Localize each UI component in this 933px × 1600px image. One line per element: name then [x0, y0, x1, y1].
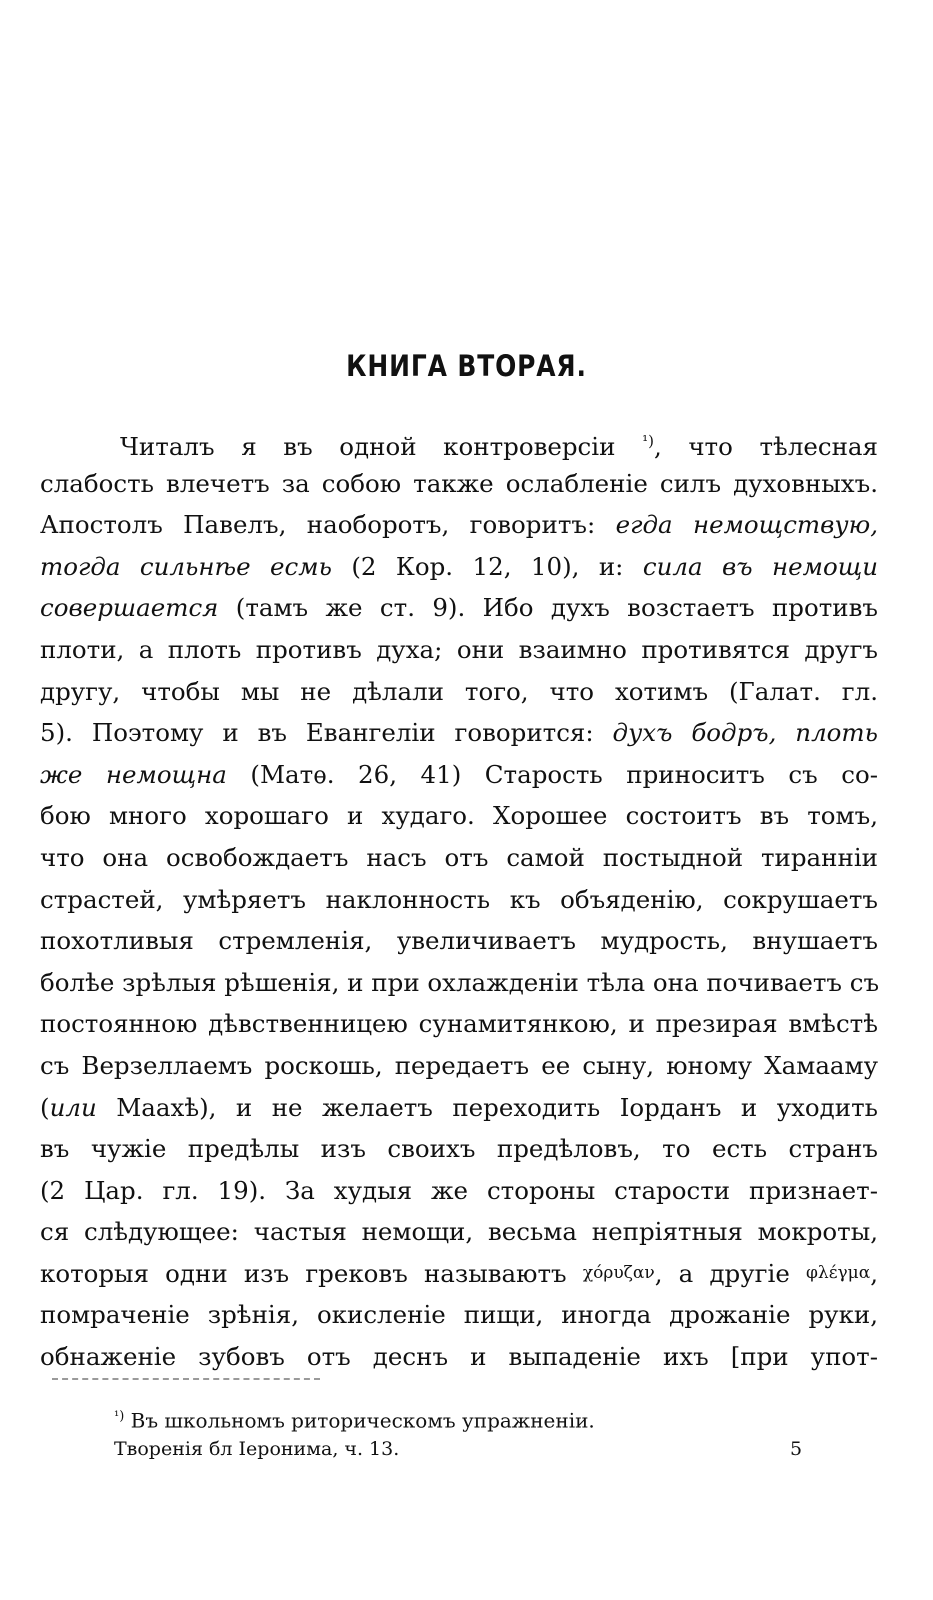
footnote-marker: ¹): [114, 1409, 125, 1424]
text-run: 5). Поэтому и въ Евангеліи говорится:: [40, 718, 613, 748]
text-line: [40, 546, 878, 588]
text-line: [40, 795, 878, 837]
text-line: [40, 879, 878, 921]
italic-quote: совершается: [40, 593, 219, 623]
italic-quote: егда немощствую,: [615, 510, 878, 540]
text-line: [40, 463, 878, 505]
text-line: [40, 837, 878, 879]
text-run: помраченіе зрѣнія, окисленіе пищи, иногда дрожаніе руки,: [40, 1300, 878, 1330]
text-line: [40, 671, 878, 713]
text-run: въ чужіе предѣлы изъ своихъ предѣловъ, то есть странъ: [40, 1134, 878, 1164]
italic-quote: сила въ немощи: [642, 551, 879, 581]
italic-quote: тогда сильнѣе есмь: [40, 551, 332, 581]
text-line: [40, 1087, 878, 1129]
italic-quote: духъ бодръ, плоть: [612, 718, 878, 748]
text-line: [40, 1045, 878, 1087]
text-line: [40, 1128, 878, 1170]
text-run: , что тѣлесная: [653, 432, 878, 462]
text-run: (: [40, 1092, 50, 1122]
text-line: [40, 421, 878, 463]
italic-quote: или: [49, 1092, 97, 1122]
text-line: [40, 1170, 878, 1212]
text-line: [40, 1294, 878, 1336]
footnote-separator: [52, 1378, 320, 1380]
text-line: [40, 1003, 878, 1045]
text-line: [40, 920, 878, 962]
italic-quote: же немощна: [40, 759, 227, 789]
text-line: [40, 1336, 878, 1378]
text-line: [40, 629, 878, 671]
text-run: Читалъ я въ одной контроверсіи: [120, 432, 643, 462]
text-run: (Матѳ. 26, 41) Старость приноситъ съ со-: [226, 759, 879, 789]
text-run: постоянною дѣвственницею сунамитянкою, и презирая вмѣстѣ: [40, 1009, 878, 1039]
text-line: [40, 504, 878, 546]
text-run: похотливыя стремленія, увеличиваетъ мудрость, внушаетъ: [40, 926, 878, 956]
text-run: (тамъ же ст. 9). Ибо духъ возстаетъ противъ: [218, 593, 878, 623]
text-run: съ Верзеллаемъ роскошь, передаетъ ее сыну, юному Хамааму: [40, 1050, 878, 1080]
text-line: [40, 962, 878, 1004]
text-run: ся слѣдующее: частыя немощи, весьма непріятныя мокроты,: [40, 1217, 878, 1247]
text-line: [40, 712, 878, 754]
text-line: [40, 1253, 878, 1295]
footnote-text: Въ школьномъ риторическомъ упражненіи.: [124, 1408, 595, 1433]
footnote: [114, 1404, 595, 1434]
text-run: Апостолъ Павелъ, наоборотъ, говоритъ:: [40, 510, 616, 540]
chapter-heading: КНИГА ВТОРАЯ.: [346, 349, 587, 383]
text-run: болѣе зрѣлыя рѣшенія, и при охлажденіи тѣла она почиваетъ съ: [40, 967, 880, 997]
text-run: бою много хорошаго и худаго. Хорошее состоитъ въ томъ,: [40, 801, 878, 831]
text-run: (2 Кор. 12, 10), и:: [331, 551, 643, 581]
text-run: ,: [870, 1258, 878, 1288]
text-line: [40, 754, 878, 796]
text-run: (2 Цар. гл. 19). За худыя же стороны старости признает-: [40, 1175, 878, 1205]
footnote-reference: ¹): [642, 432, 654, 450]
text-run: другу, чтобы мы не дѣлали того, что хотимъ (Галат. гл.: [40, 676, 878, 706]
greek-term: φλέγμα: [806, 1262, 871, 1283]
text-run: слабость влечетъ за собою также ослабленіе силъ духовныхъ.: [40, 468, 878, 498]
body-text: [40, 421, 878, 1378]
page-number: 5: [790, 1438, 803, 1460]
text-run: обнаженіе зубовъ отъ деснъ и выпаденіе ихъ [при упот-: [40, 1342, 878, 1372]
text-run: Маахѣ), и не желаетъ переходить Іорданъ и уходить: [96, 1092, 878, 1122]
greek-term: χόρυζαν: [582, 1262, 655, 1283]
text-line: [40, 1211, 878, 1253]
text-run: что она освобождаетъ насъ отъ самой постыдной тиранніи: [40, 842, 878, 872]
text-line: [40, 587, 878, 629]
text-run: которыя одни изъ грековъ называютъ: [40, 1258, 583, 1288]
text-run: плоти, а плоть противъ духа; они взаимно противятся другъ: [40, 634, 878, 664]
book-signature: Творенія бл Іеронима, ч. 13.: [114, 1438, 400, 1460]
text-run: , а другіе: [654, 1258, 807, 1288]
text-run: страстей, умѣряетъ наклонность къ объяденію, сокрушаетъ: [40, 884, 878, 914]
